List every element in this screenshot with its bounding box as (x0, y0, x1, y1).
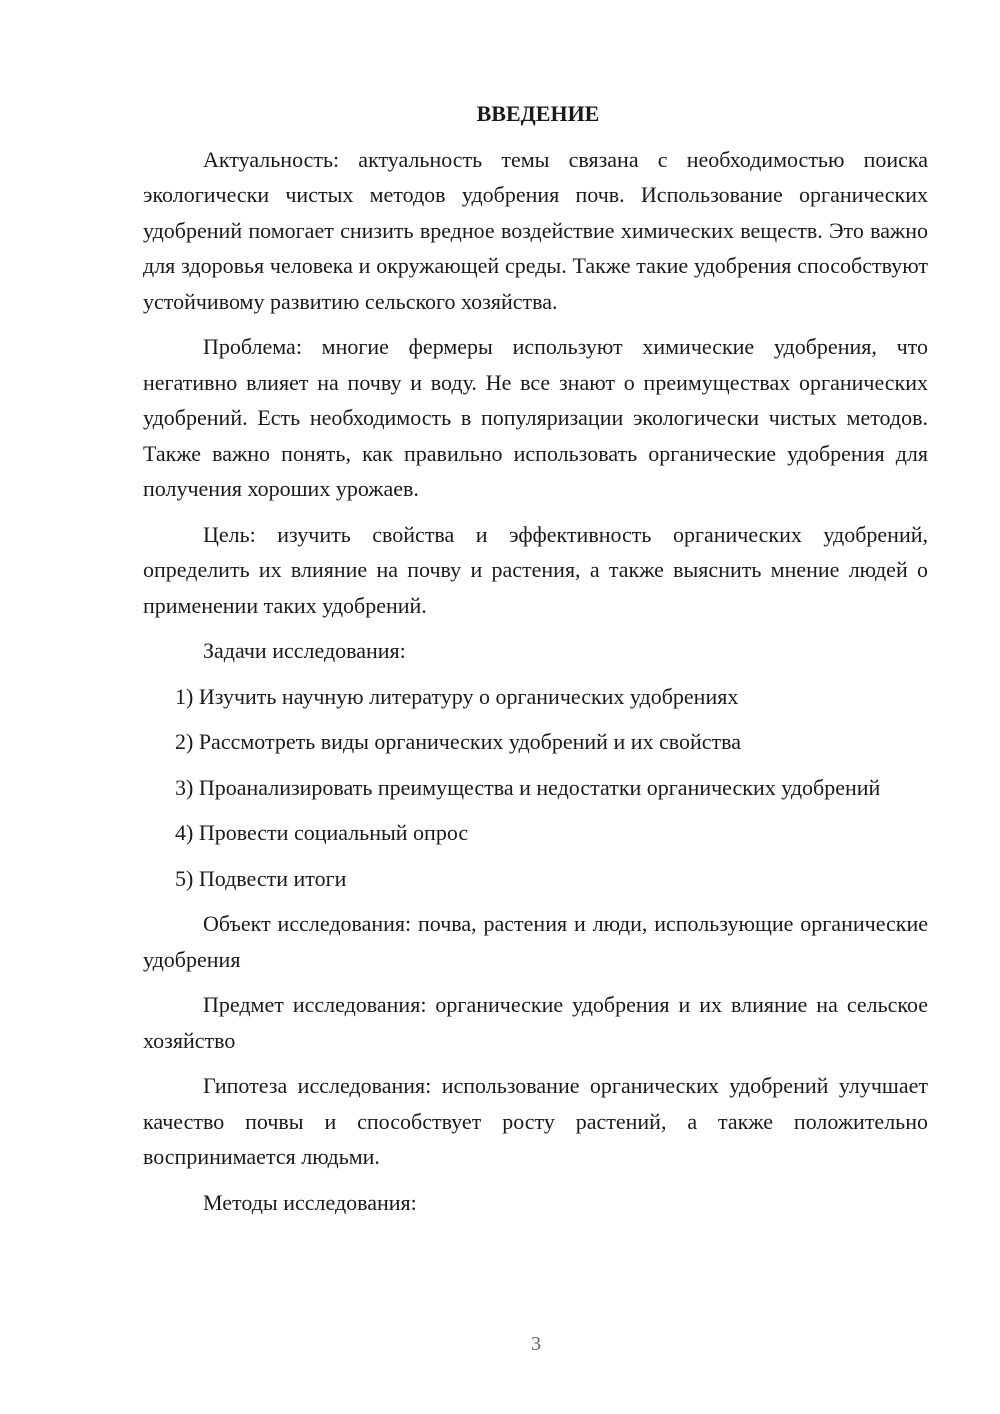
list-item: 2) Рассмотреть виды органических удобрений и их свойства (175, 729, 742, 754)
page-content (143, 96, 928, 1230)
list-item: 4) Провести социальный опрос (175, 820, 469, 845)
goal-paragraph: Цель: изучить свойства и эффективность органических удобрений, определить их влияние на почву и растения, а также выяснить мнение людей о применении таких удобрений. (143, 521, 928, 618)
list-item: 5) Подвести итоги (175, 865, 347, 891)
object-paragraph: Объект исследования: почва, растения и люди, использующие органические удобрения (143, 911, 928, 972)
relevance-paragraph: Актуальность: актуальность темы связана с необходимостью поиска экологически чистых методов удобрения почв. Использование органических удобрений помогает снизить вредное воздействие химических веществ. Это важно для здоровья человека и окружающей среды. Также такие удобрения способствуют устойчивому развитию сельского хозяйства. (143, 146, 928, 314)
methods-title: Методы исследования: (203, 1189, 417, 1215)
list-item: 3) Проанализировать преимущества и недостатки органических удобрений (175, 774, 881, 800)
page-number: 3 (531, 1333, 541, 1355)
tasks-title: Задачи исследования: (203, 638, 406, 663)
hypothesis-paragraph: Гипотеза исследования: использование органических удобрений улучшает качество почвы и способствует росту растений, а также положительно воспринимается людьми. (143, 1073, 928, 1169)
problem-paragraph: Проблема: многие фермеры используют химические удобрения, что негативно влияет на почву и воду. Не все знают о преимуществах органических удобрений. Есть необходимость в популяризации экологически чистых методов. Также важно понять, как правильно использовать органические удобрения для получения хороших урожаев. (143, 334, 928, 501)
section-heading: ВВЕДЕНИЕ (476, 101, 600, 126)
tasks-list (143, 679, 928, 897)
list-item: 1) Изучить научную литературу о органических удобрениях (175, 683, 739, 709)
subject-paragraph: Предмет исследования: органические удобрения и их влияние на сельское хозяйство (143, 992, 928, 1053)
